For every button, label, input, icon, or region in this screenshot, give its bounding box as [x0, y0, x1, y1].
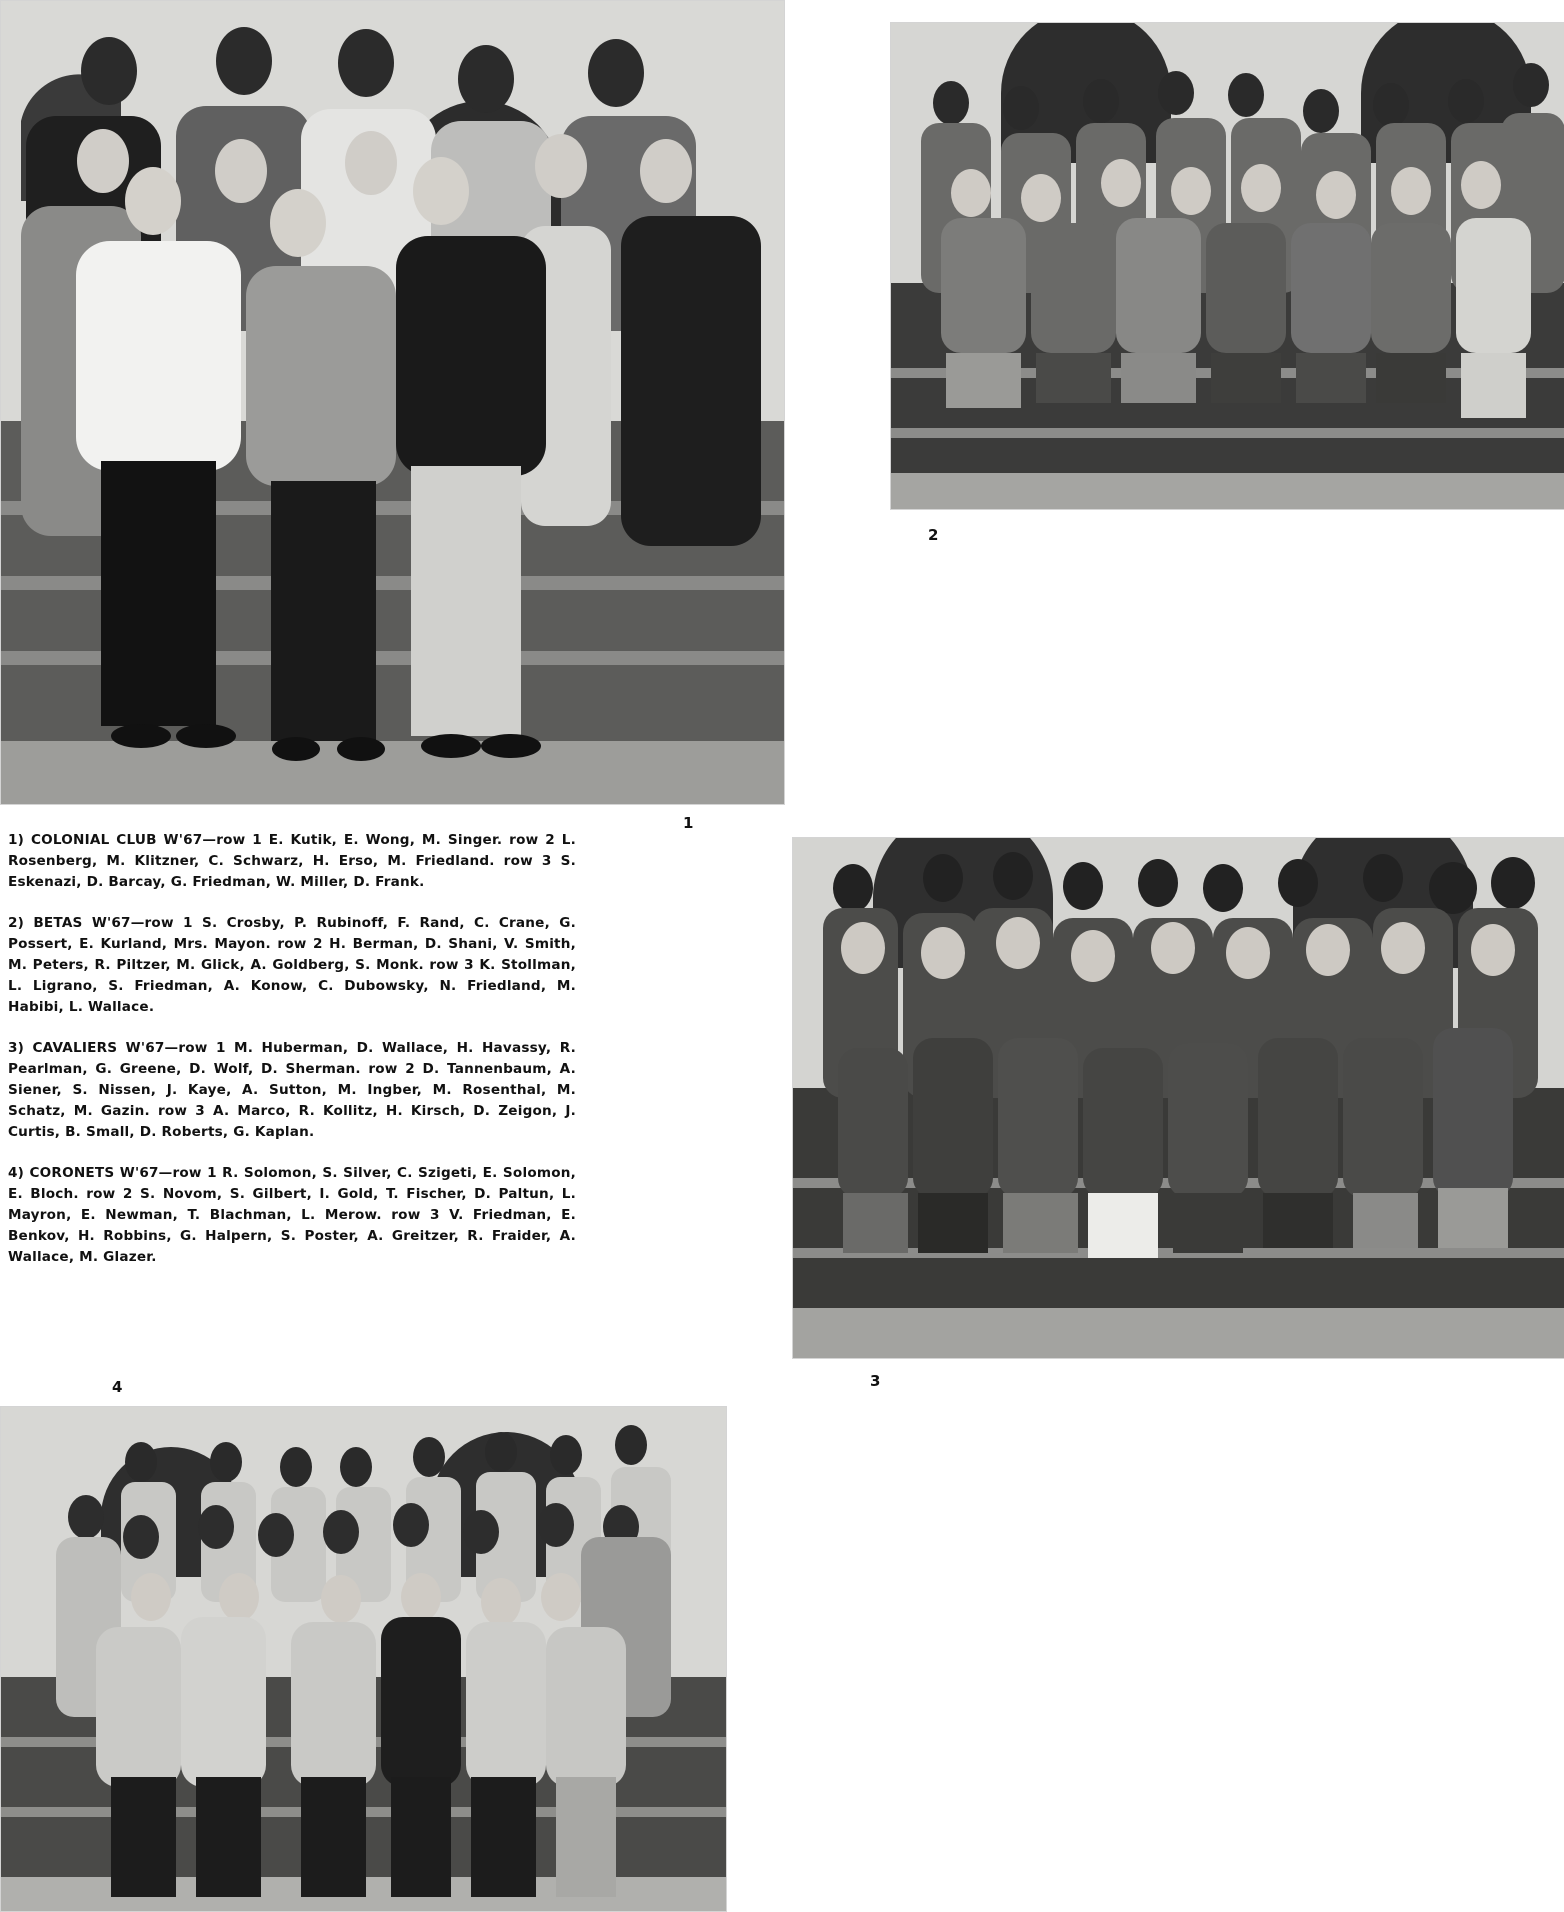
photo-number-1: 1 [683, 814, 694, 832]
photo-captions [8, 830, 576, 1288]
caption-betas: 2) BETAS W'67—row 1 S. Crosby, P. Rubinoff, F. Rand, C. Crane, G. Possert, E. Kurland, Mrs. Mayon. row 2 H. Berman, D. Shani, V. Smith, M. Peters, R. Piltzer, M. Glick, A. Goldberg, S. Monk. row 3 K. Stollman, L. Ligrano, S. Friedman, A. Konow, C. Dubowsky, N. Friedland, M. Habibi, L. Wallace. [8, 915, 576, 1015]
photo-cavaliers-image [793, 838, 1564, 1358]
caption-coronets: 4) CORONETS W'67—row 1 R. Solomon, S. Silver, C. Szigeti, E. Solomon, E. Bloch. row 2 S. Novom, S. Gilbert, I. Gold, T. Fischer, D. Paltun, L. Mayron, E. Newman, T. Blachman, L. Merow. row 3 V. Friedman, E. Benkov, H. Robbins, G. Halpern, S. Poster, A. Greitzer, R. Fraider, A. Wallace, M. Glazer. [8, 1165, 576, 1265]
photo-number-3: 3 [870, 1372, 881, 1390]
photo-number-2: 2 [928, 526, 939, 544]
group-photo-betas [890, 22, 1564, 510]
photo-colonial-club-image [1, 1, 784, 804]
group-photo-cavaliers [792, 837, 1564, 1359]
group-photo-coronets [0, 1406, 727, 1912]
photo-coronets-image [1, 1407, 726, 1911]
caption-cavaliers: 3) CAVALIERS W'67—row 1 M. Huberman, D. Wallace, H. Havassy, R. Pearlman, G. Greene, D. Wolf, D. Sherman. row 2 D. Tannenbaum, A. Siener, S. Nissen, J. Kaye, A. Sutton, M. Ingber, M. Rosenthal, M. Schatz, M. Gazin. row 3 A. Marco, R. Kollitz, H. Kirsch, D. Zeigon, J. Curtis, B. Small, D. Roberts, G. Kaplan. [8, 1040, 576, 1140]
photo-betas-image [891, 23, 1564, 509]
photo-number-4: 4 [112, 1378, 123, 1396]
caption-colonial-club: 1) COLONIAL CLUB W'67—row 1 E. Kutik, E. Wong, M. Singer. row 2 L. Rosenberg, M. Klitzner, C. Schwarz, H. Erso, M. Friedland. row 3 S. Eskenazi, D. Barcay, G. Friedman, W. Miller, D. Frank. [8, 832, 576, 890]
group-photo-colonial-club [0, 0, 785, 805]
